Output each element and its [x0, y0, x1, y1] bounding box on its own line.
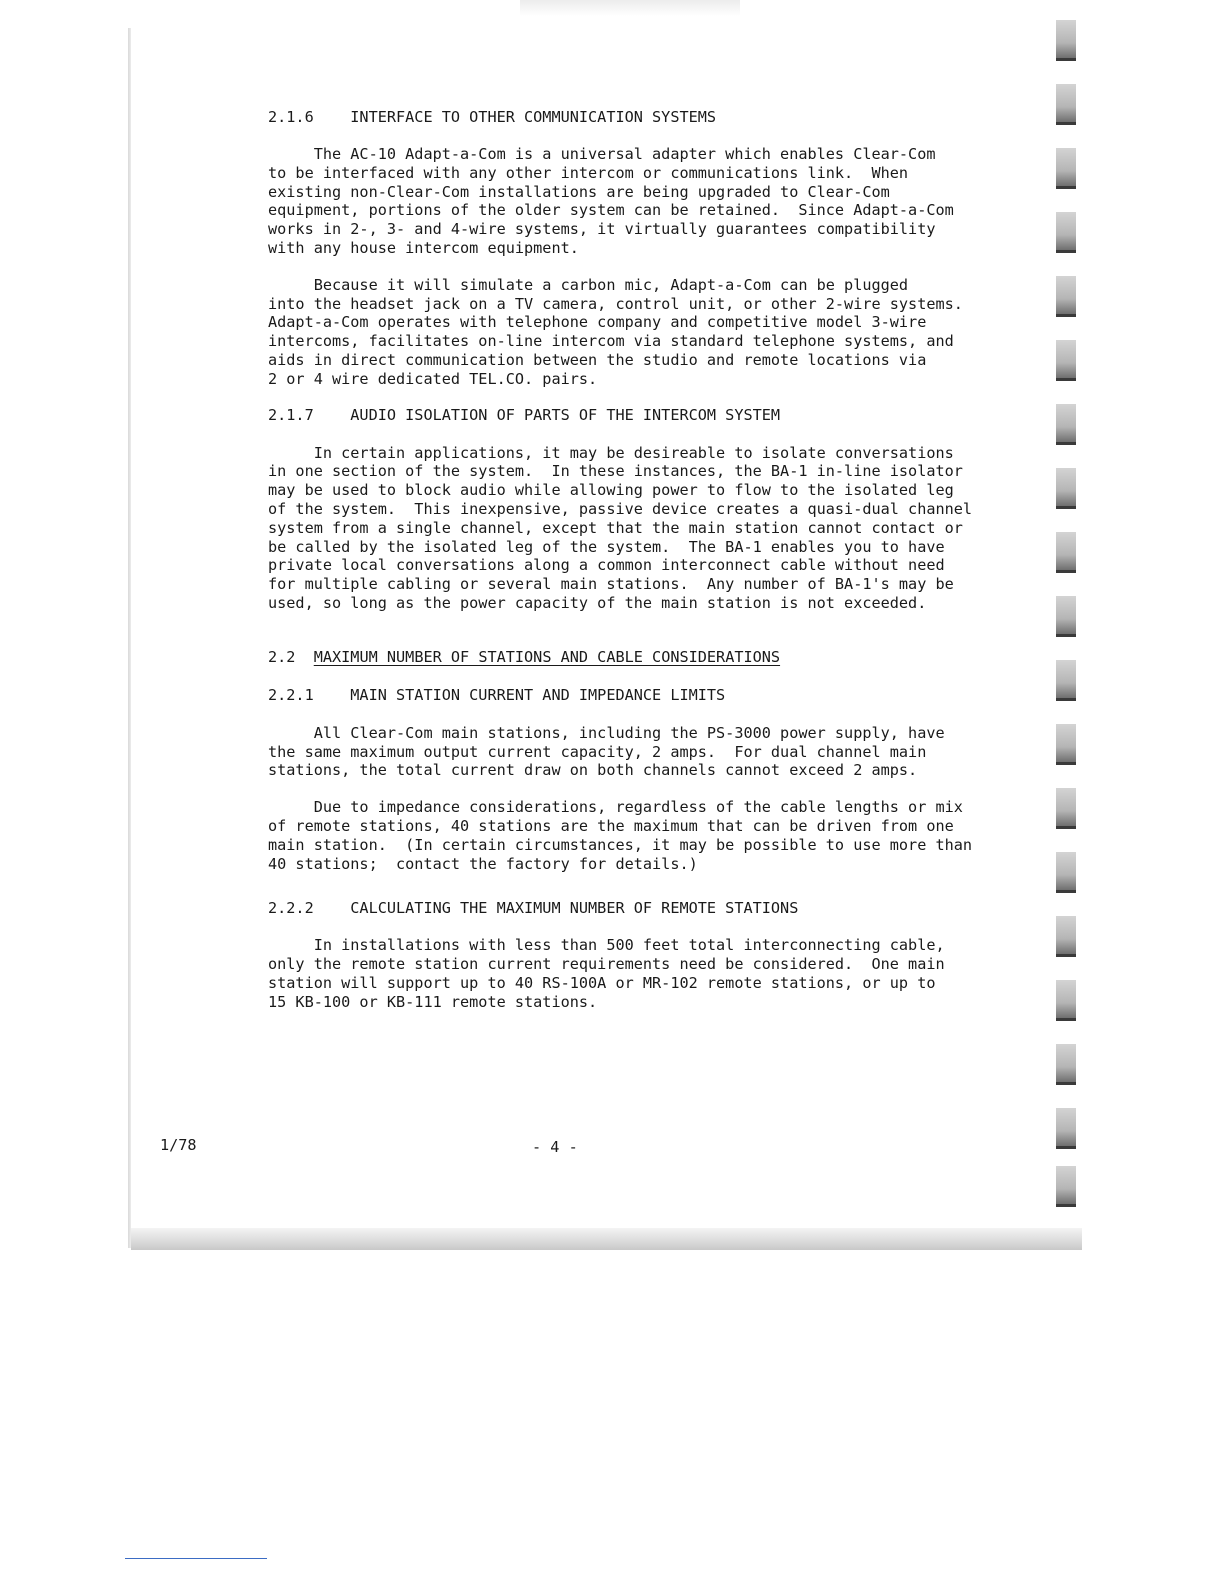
text-line: station will support up to 40 RS-100A or MR-102 remote stations, or up to [268, 973, 936, 992]
text-line: 2 or 4 wire dedicated TEL.CO. pairs. [268, 369, 598, 388]
paragraph [268, 936, 1028, 1011]
index-tab [1056, 724, 1076, 765]
document-body [268, 108, 1028, 1012]
text-line: used, so long as the power capacity of the main station is not exceeded. [268, 593, 927, 612]
section-heading-2-2 [268, 648, 1028, 667]
text-line: may be used to block audio while allowing power to flow to the isolated leg [268, 481, 954, 500]
section-heading-2-2-2: 2.2.2 CALCULATING THE MAXIMUM NUMBER OF REMOTE STATIONS [268, 899, 799, 918]
text-line: Adapt-a-Com operates with telephone company and competitive model 3-wire [268, 313, 927, 332]
section-heading-2-2-1: 2.2.1 MAIN STATION CURRENT AND IMPEDANCE LIMITS [268, 685, 726, 704]
text-line: All Clear-Com main stations, including the PS-3000 power supply, have [268, 723, 945, 742]
page-bottom-edge [131, 1228, 1082, 1250]
scan-artifact-line [125, 1558, 267, 1559]
text-line: In certain applications, it may be desireable to isolate conversations [268, 443, 954, 462]
text-line: with any house intercom equipment. [268, 238, 579, 257]
paragraph [268, 444, 1028, 613]
index-tab [1056, 404, 1076, 445]
footer-date: 1/78 [160, 1136, 197, 1154]
text-line: Due to impedance considerations, regardless of the cable lengths or mix [268, 798, 963, 817]
text-line: The AC-10 Adapt-a-Com is a universal adapter which enables Clear-Com [268, 145, 936, 163]
text-line: aids in direct communication between the studio and remote locations via [268, 350, 927, 369]
text-line: 15 KB-100 or KB-111 remote stations. [268, 992, 598, 1011]
text-line: system from a single channel, except that the main station cannot contact or [268, 518, 963, 537]
text-line: 40 stations; contact the factory for details.) [268, 854, 698, 873]
index-tab [1056, 468, 1076, 509]
index-tab [1056, 788, 1076, 829]
text-line: stations, the total current draw on both channels cannot exceed 2 amps. [268, 761, 918, 780]
section-heading-2-1-7: 2.1.7 AUDIO ISOLATION OF PARTS OF THE INTERCOM SYSTEM [268, 405, 781, 424]
section-heading-2-1-6: 2.1.6 INTERFACE TO OTHER COMMUNICATION SYSTEMS [268, 108, 717, 126]
index-tab [1056, 1044, 1076, 1085]
paragraph [268, 798, 1028, 873]
paragraph [268, 276, 1028, 389]
paragraph [268, 724, 1028, 780]
index-tab [1056, 1166, 1076, 1207]
index-tab [1056, 596, 1076, 637]
index-tab [1056, 980, 1076, 1021]
text-line: to be interfaced with any other intercom or communications link. When [268, 163, 909, 182]
text-line: into the headset jack on a TV camera, control unit, or other 2-wire systems. [268, 294, 963, 313]
index-tab [1056, 20, 1076, 61]
index-tab [1056, 660, 1076, 701]
paragraph [268, 145, 1028, 258]
text-line: existing non-Clear-Com installations are being upgraded to Clear-Com [268, 182, 890, 201]
index-tab [1056, 276, 1076, 317]
index-tab [1056, 852, 1076, 893]
section-number: 2.2 [268, 647, 296, 666]
section-title: MAXIMUM NUMBER OF STATIONS AND CABLE CONSIDERATIONS [313, 647, 781, 666]
text-line: main station. (In certain circumstances, it may be possible to use more than [268, 835, 973, 854]
text-line: the same maximum output current capacity, 2 amps. For dual channel main [268, 742, 927, 761]
index-tab [1056, 532, 1076, 573]
text-line: only the remote station current requirements need be considered. One main [268, 955, 945, 974]
text-line: equipment, portions of the older system can be retained. Since Adapt-a-Com [268, 201, 954, 220]
index-tab [1056, 916, 1076, 957]
page-number: - 4 - [532, 1138, 578, 1156]
index-tab [1056, 340, 1076, 381]
text-line: intercoms, facilitates on-line intercom via standard telephone systems, and [268, 332, 954, 351]
scan-smudge [520, 0, 740, 16]
text-line: for multiple cabling or several main stations. Any number of BA-1's may be [268, 575, 954, 594]
index-tab [1056, 1108, 1076, 1149]
index-tab [1056, 212, 1076, 253]
binder-index-tabs [1056, 20, 1078, 1210]
text-line: Because it will simulate a carbon mic, Adapt-a-Com can be plugged [268, 275, 909, 294]
text-line: be called by the isolated leg of the system. The BA-1 enables you to have [268, 537, 945, 556]
text-line: of the system. This inexpensive, passive device creates a quasi-dual channel [268, 499, 973, 518]
text-line: works in 2-, 3- and 4-wire systems, it virtually guarantees compatibility [268, 220, 936, 239]
index-tab [1056, 84, 1076, 125]
text-line: private local conversations along a common interconnect cable without need [268, 556, 945, 575]
text-line: In installations with less than 500 feet total interconnecting cable, [268, 936, 945, 955]
index-tab [1056, 148, 1076, 189]
text-line: in one section of the system. In these instances, the BA-1 in-line isolator [268, 462, 963, 481]
text-line: of remote stations, 40 stations are the maximum that can be driven from one [268, 816, 954, 835]
